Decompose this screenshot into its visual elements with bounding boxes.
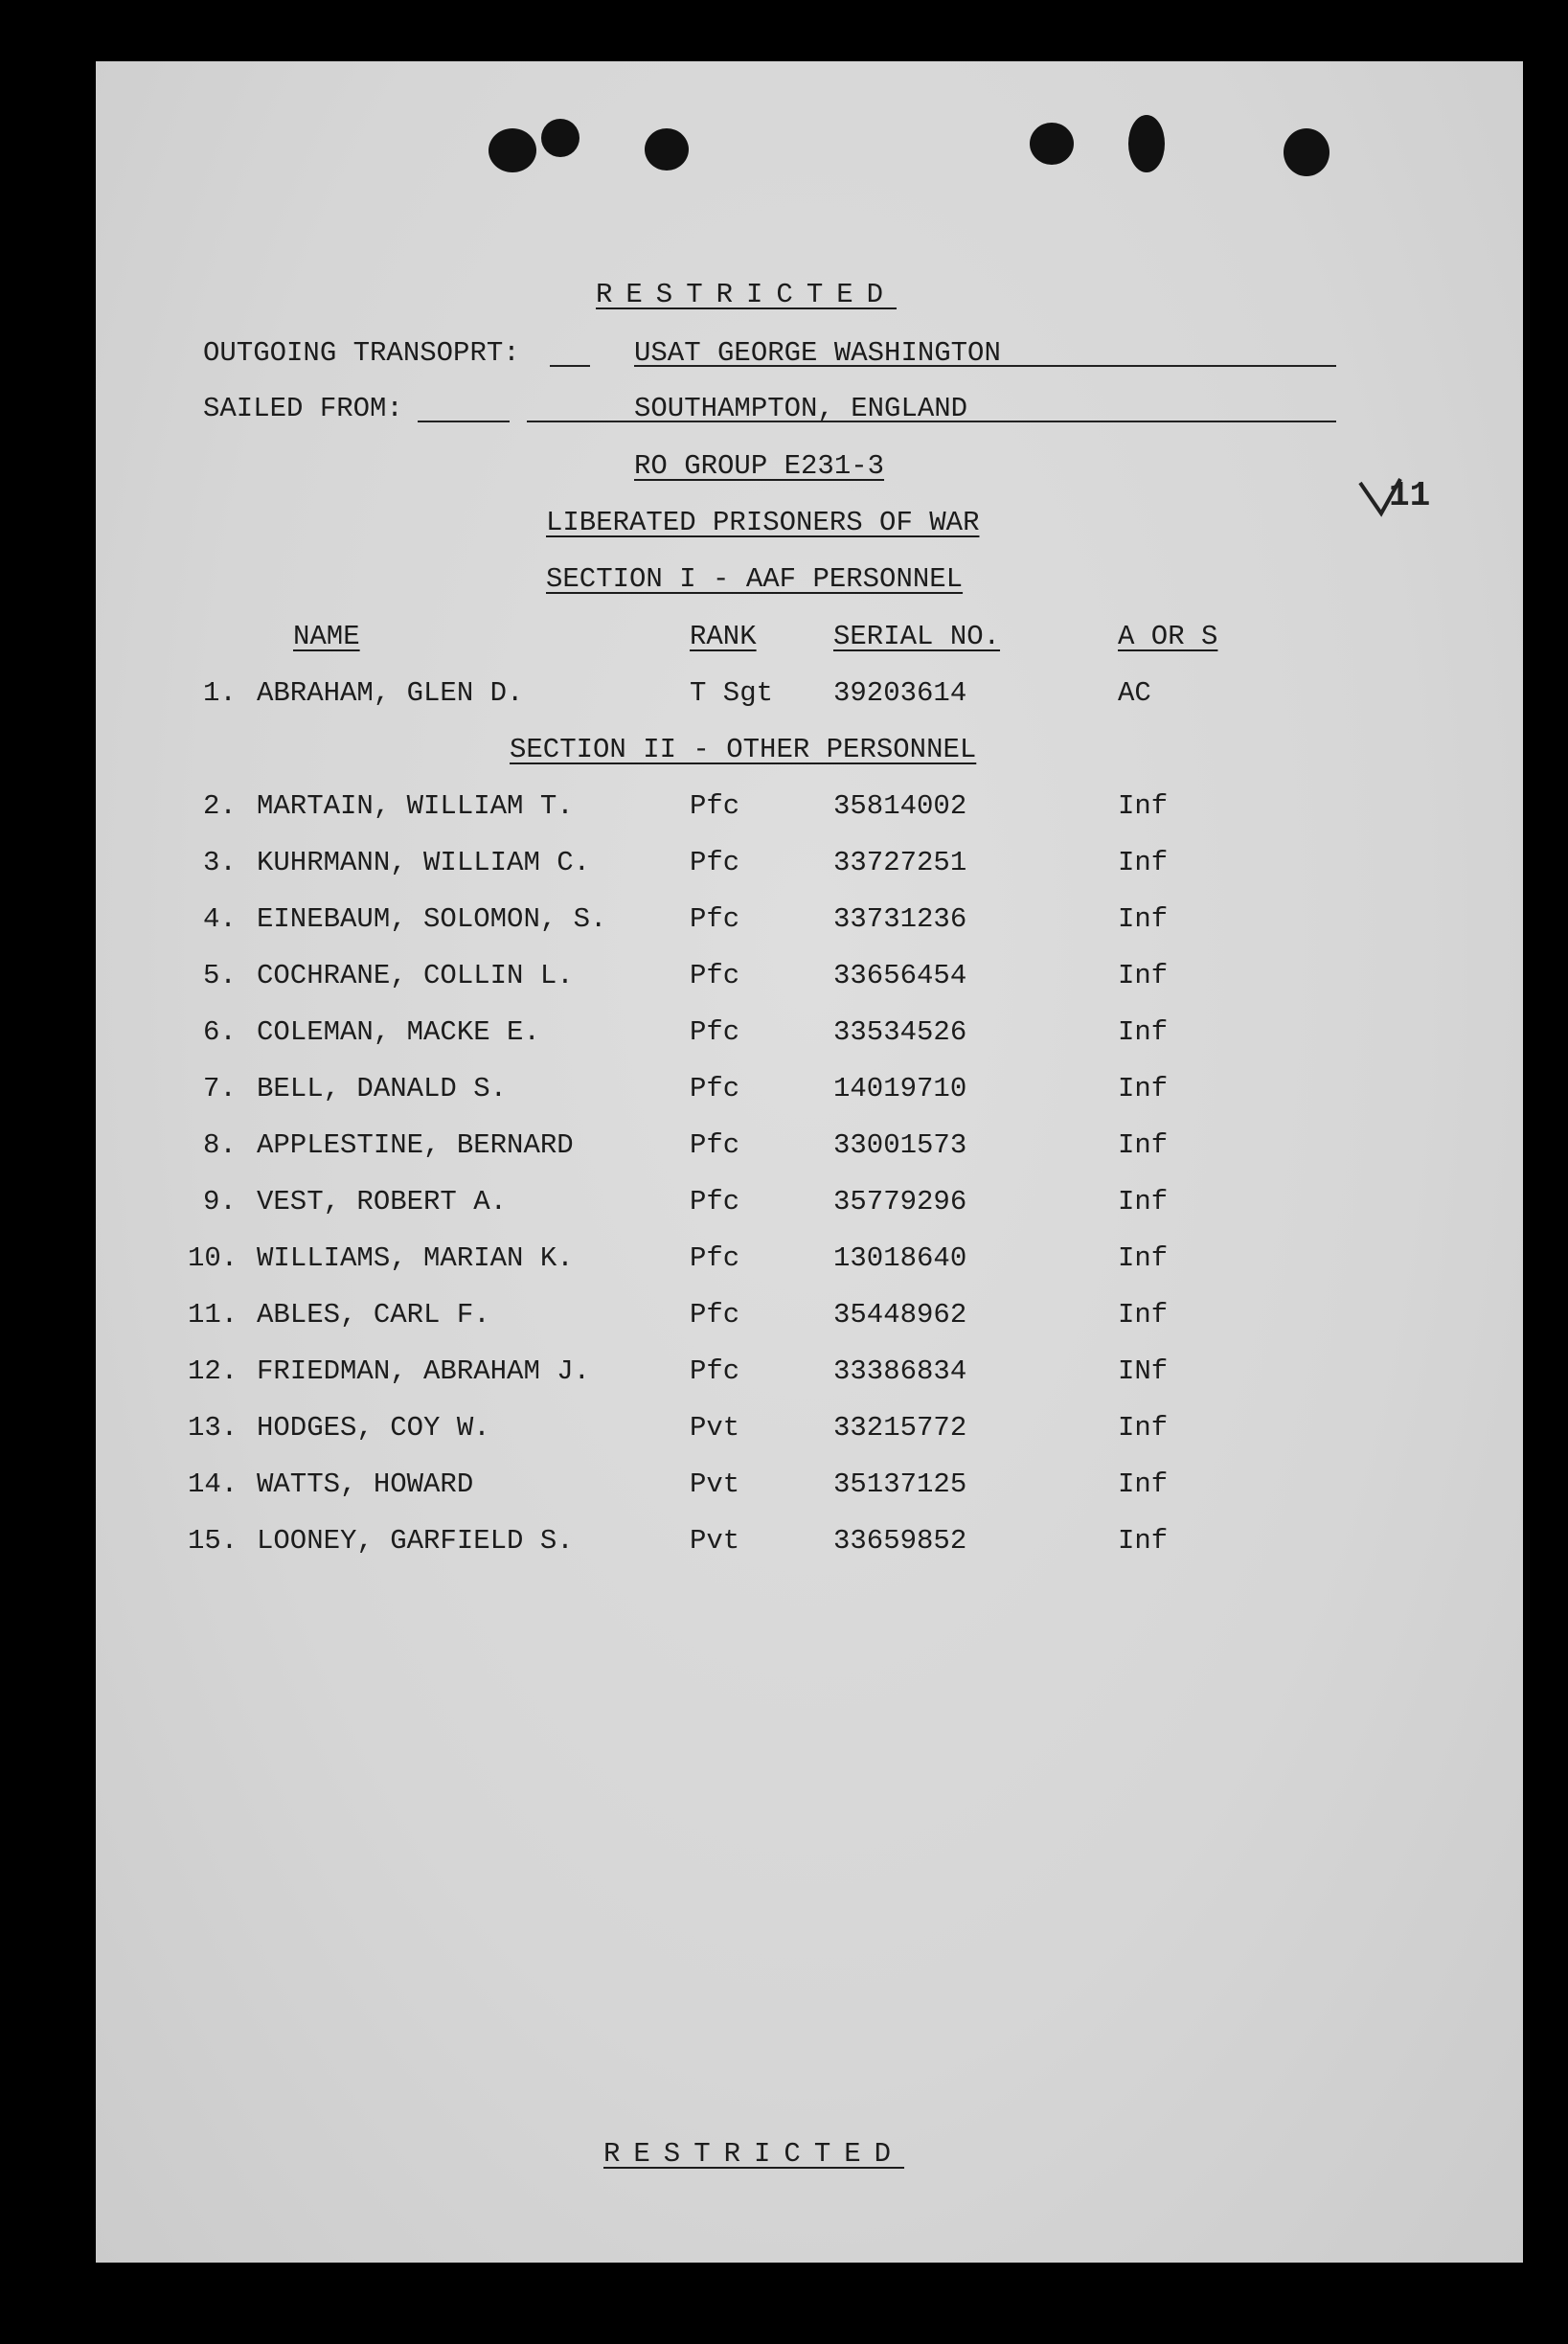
- column-header-name: NAME: [293, 621, 360, 652]
- row-arm: Inf: [1118, 1129, 1169, 1161]
- row-name: WILLIAMS, MARIAN K.: [257, 1242, 574, 1274]
- row-number: 5.: [203, 960, 237, 991]
- row-name: EINEBAUM, SOLOMON, S.: [257, 903, 607, 935]
- row-rank: Pfc: [690, 1016, 740, 1048]
- restricted-footer: RESTRICTED: [603, 2138, 905, 2170]
- table-row: [96, 1018, 1523, 1053]
- row-name: APPLESTINE, BERNARD: [257, 1129, 574, 1161]
- transport-label: OUTGOING TRANSOPRT:: [203, 337, 520, 369]
- row-rank: Pfc: [690, 1073, 740, 1104]
- blank-line: [418, 421, 510, 422]
- row-name: MARTAIN, WILLIAM T.: [257, 790, 574, 822]
- row-name: COLEMAN, MACKE E.: [257, 1016, 540, 1048]
- row-number: 13.: [188, 1412, 239, 1444]
- row-rank: Pfc: [690, 847, 740, 878]
- row-number: 11.: [188, 1299, 239, 1331]
- blank-line: [634, 365, 1118, 367]
- row-number: 2.: [203, 790, 237, 822]
- row-arm: INf: [1118, 1355, 1169, 1387]
- row-serial: 33731236: [833, 903, 967, 935]
- row-rank: T Sgt: [690, 677, 774, 709]
- row-number: 1.: [203, 677, 237, 709]
- row-serial: 35137125: [833, 1468, 967, 1500]
- transport-value: USAT GEORGE WASHINGTON: [634, 337, 1001, 369]
- row-number: 14.: [188, 1468, 239, 1500]
- section-1-heading: SECTION I - AAF PERSONNEL: [546, 563, 964, 595]
- punch-hole: [541, 119, 579, 157]
- row-rank: Pfc: [690, 1242, 740, 1274]
- row-serial: 33656454: [833, 960, 967, 991]
- row-name: BELL, DANALD S.: [257, 1073, 508, 1104]
- punch-hole: [1284, 128, 1329, 176]
- row-rank: Pfc: [690, 1355, 740, 1387]
- punch-hole: [1030, 123, 1074, 165]
- table-row: [96, 1131, 1523, 1166]
- row-name: WATTS, HOWARD: [257, 1468, 474, 1500]
- row-rank: Pvt: [690, 1412, 740, 1444]
- table-row: [96, 1075, 1523, 1109]
- row-number: 7.: [203, 1073, 237, 1104]
- row-rank: Pfc: [690, 1129, 740, 1161]
- row-rank: Pfc: [690, 1186, 740, 1218]
- row-rank: Pfc: [690, 790, 740, 822]
- row-arm: Inf: [1118, 1242, 1169, 1274]
- row-number: 9.: [203, 1186, 237, 1218]
- table-row: [96, 1244, 1523, 1279]
- table-row: [96, 1188, 1523, 1222]
- row-serial: 33386834: [833, 1355, 967, 1387]
- row-rank: Pfc: [690, 960, 740, 991]
- table-row: [96, 1301, 1523, 1335]
- table-row: [96, 849, 1523, 883]
- row-serial: 33001573: [833, 1129, 967, 1161]
- row-number: 3.: [203, 847, 237, 878]
- row-name: LOONEY, GARFIELD S.: [257, 1525, 574, 1557]
- punch-hole: [645, 128, 689, 171]
- row-rank: Pfc: [690, 903, 740, 935]
- row-name: COCHRANE, COLLIN L.: [257, 960, 574, 991]
- row-serial: 33727251: [833, 847, 967, 878]
- punch-hole: [489, 128, 536, 172]
- row-arm: Inf: [1118, 903, 1169, 935]
- column-header-a-or-s: A OR S: [1118, 621, 1218, 652]
- row-arm: Inf: [1118, 1412, 1169, 1444]
- section-2-heading: SECTION II - OTHER PERSONNEL: [510, 734, 977, 765]
- blank-line: [550, 365, 590, 367]
- row-name: KUHRMANN, WILLIAM C.: [257, 847, 591, 878]
- sailed-from-label: SAILED FROM:: [203, 393, 403, 424]
- row-number: 12.: [188, 1355, 239, 1387]
- sailed-from-value: SOUTHAMPTON, ENGLAND: [634, 393, 968, 424]
- row-name: HODGES, COY W.: [257, 1412, 490, 1444]
- row-number: 15.: [188, 1525, 239, 1557]
- row-arm: Inf: [1118, 790, 1169, 822]
- column-header-rank: RANK: [690, 621, 757, 652]
- table-row: [96, 905, 1523, 940]
- row-arm: Inf: [1118, 1016, 1169, 1048]
- row-serial: 14019710: [833, 1073, 967, 1104]
- table-row: [96, 679, 1523, 714]
- margin-mark-number: 11: [1389, 476, 1431, 515]
- row-rank: Pvt: [690, 1525, 740, 1557]
- row-arm: AC: [1118, 677, 1151, 709]
- row-arm: Inf: [1118, 960, 1169, 991]
- table-row: [96, 1527, 1523, 1561]
- row-rank: Pvt: [690, 1468, 740, 1500]
- row-arm: Inf: [1118, 1468, 1169, 1500]
- row-number: 4.: [203, 903, 237, 935]
- row-arm: Inf: [1118, 1186, 1169, 1218]
- restricted-header: RESTRICTED: [596, 279, 898, 310]
- row-name: ABLES, CARL F.: [257, 1299, 490, 1331]
- table-row: [96, 792, 1523, 827]
- table-row: [96, 1357, 1523, 1392]
- table-row: [96, 962, 1523, 996]
- row-number: 8.: [203, 1129, 237, 1161]
- row-rank: Pfc: [690, 1299, 740, 1331]
- punch-hole: [1128, 115, 1165, 172]
- group-id: RO GROUP E231-3: [634, 450, 885, 482]
- row-arm: Inf: [1118, 847, 1169, 878]
- row-arm: Inf: [1118, 1299, 1169, 1331]
- table-row: [96, 1470, 1523, 1505]
- column-header-serial: SERIAL NO.: [833, 621, 1001, 652]
- row-serial: 39203614: [833, 677, 967, 709]
- row-name: FRIEDMAN, ABRAHAM J.: [257, 1355, 591, 1387]
- row-serial: 33534526: [833, 1016, 967, 1048]
- row-number: 10.: [188, 1242, 239, 1274]
- row-arm: Inf: [1118, 1073, 1169, 1104]
- row-serial: 33659852: [833, 1525, 967, 1557]
- row-name: VEST, ROBERT A.: [257, 1186, 508, 1218]
- row-arm: Inf: [1118, 1525, 1169, 1557]
- row-number: 6.: [203, 1016, 237, 1048]
- table-row: [96, 1414, 1523, 1448]
- row-serial: 13018640: [833, 1242, 967, 1274]
- document-page: [96, 61, 1523, 2263]
- row-serial: 35448962: [833, 1299, 967, 1331]
- row-serial: 33215772: [833, 1412, 967, 1444]
- row-serial: 35779296: [833, 1186, 967, 1218]
- blank-line: [1116, 365, 1336, 367]
- row-name: ABRAHAM, GLEN D.: [257, 677, 524, 709]
- document-title: LIBERATED PRISONERS OF WAR: [546, 507, 980, 538]
- row-serial: 35814002: [833, 790, 967, 822]
